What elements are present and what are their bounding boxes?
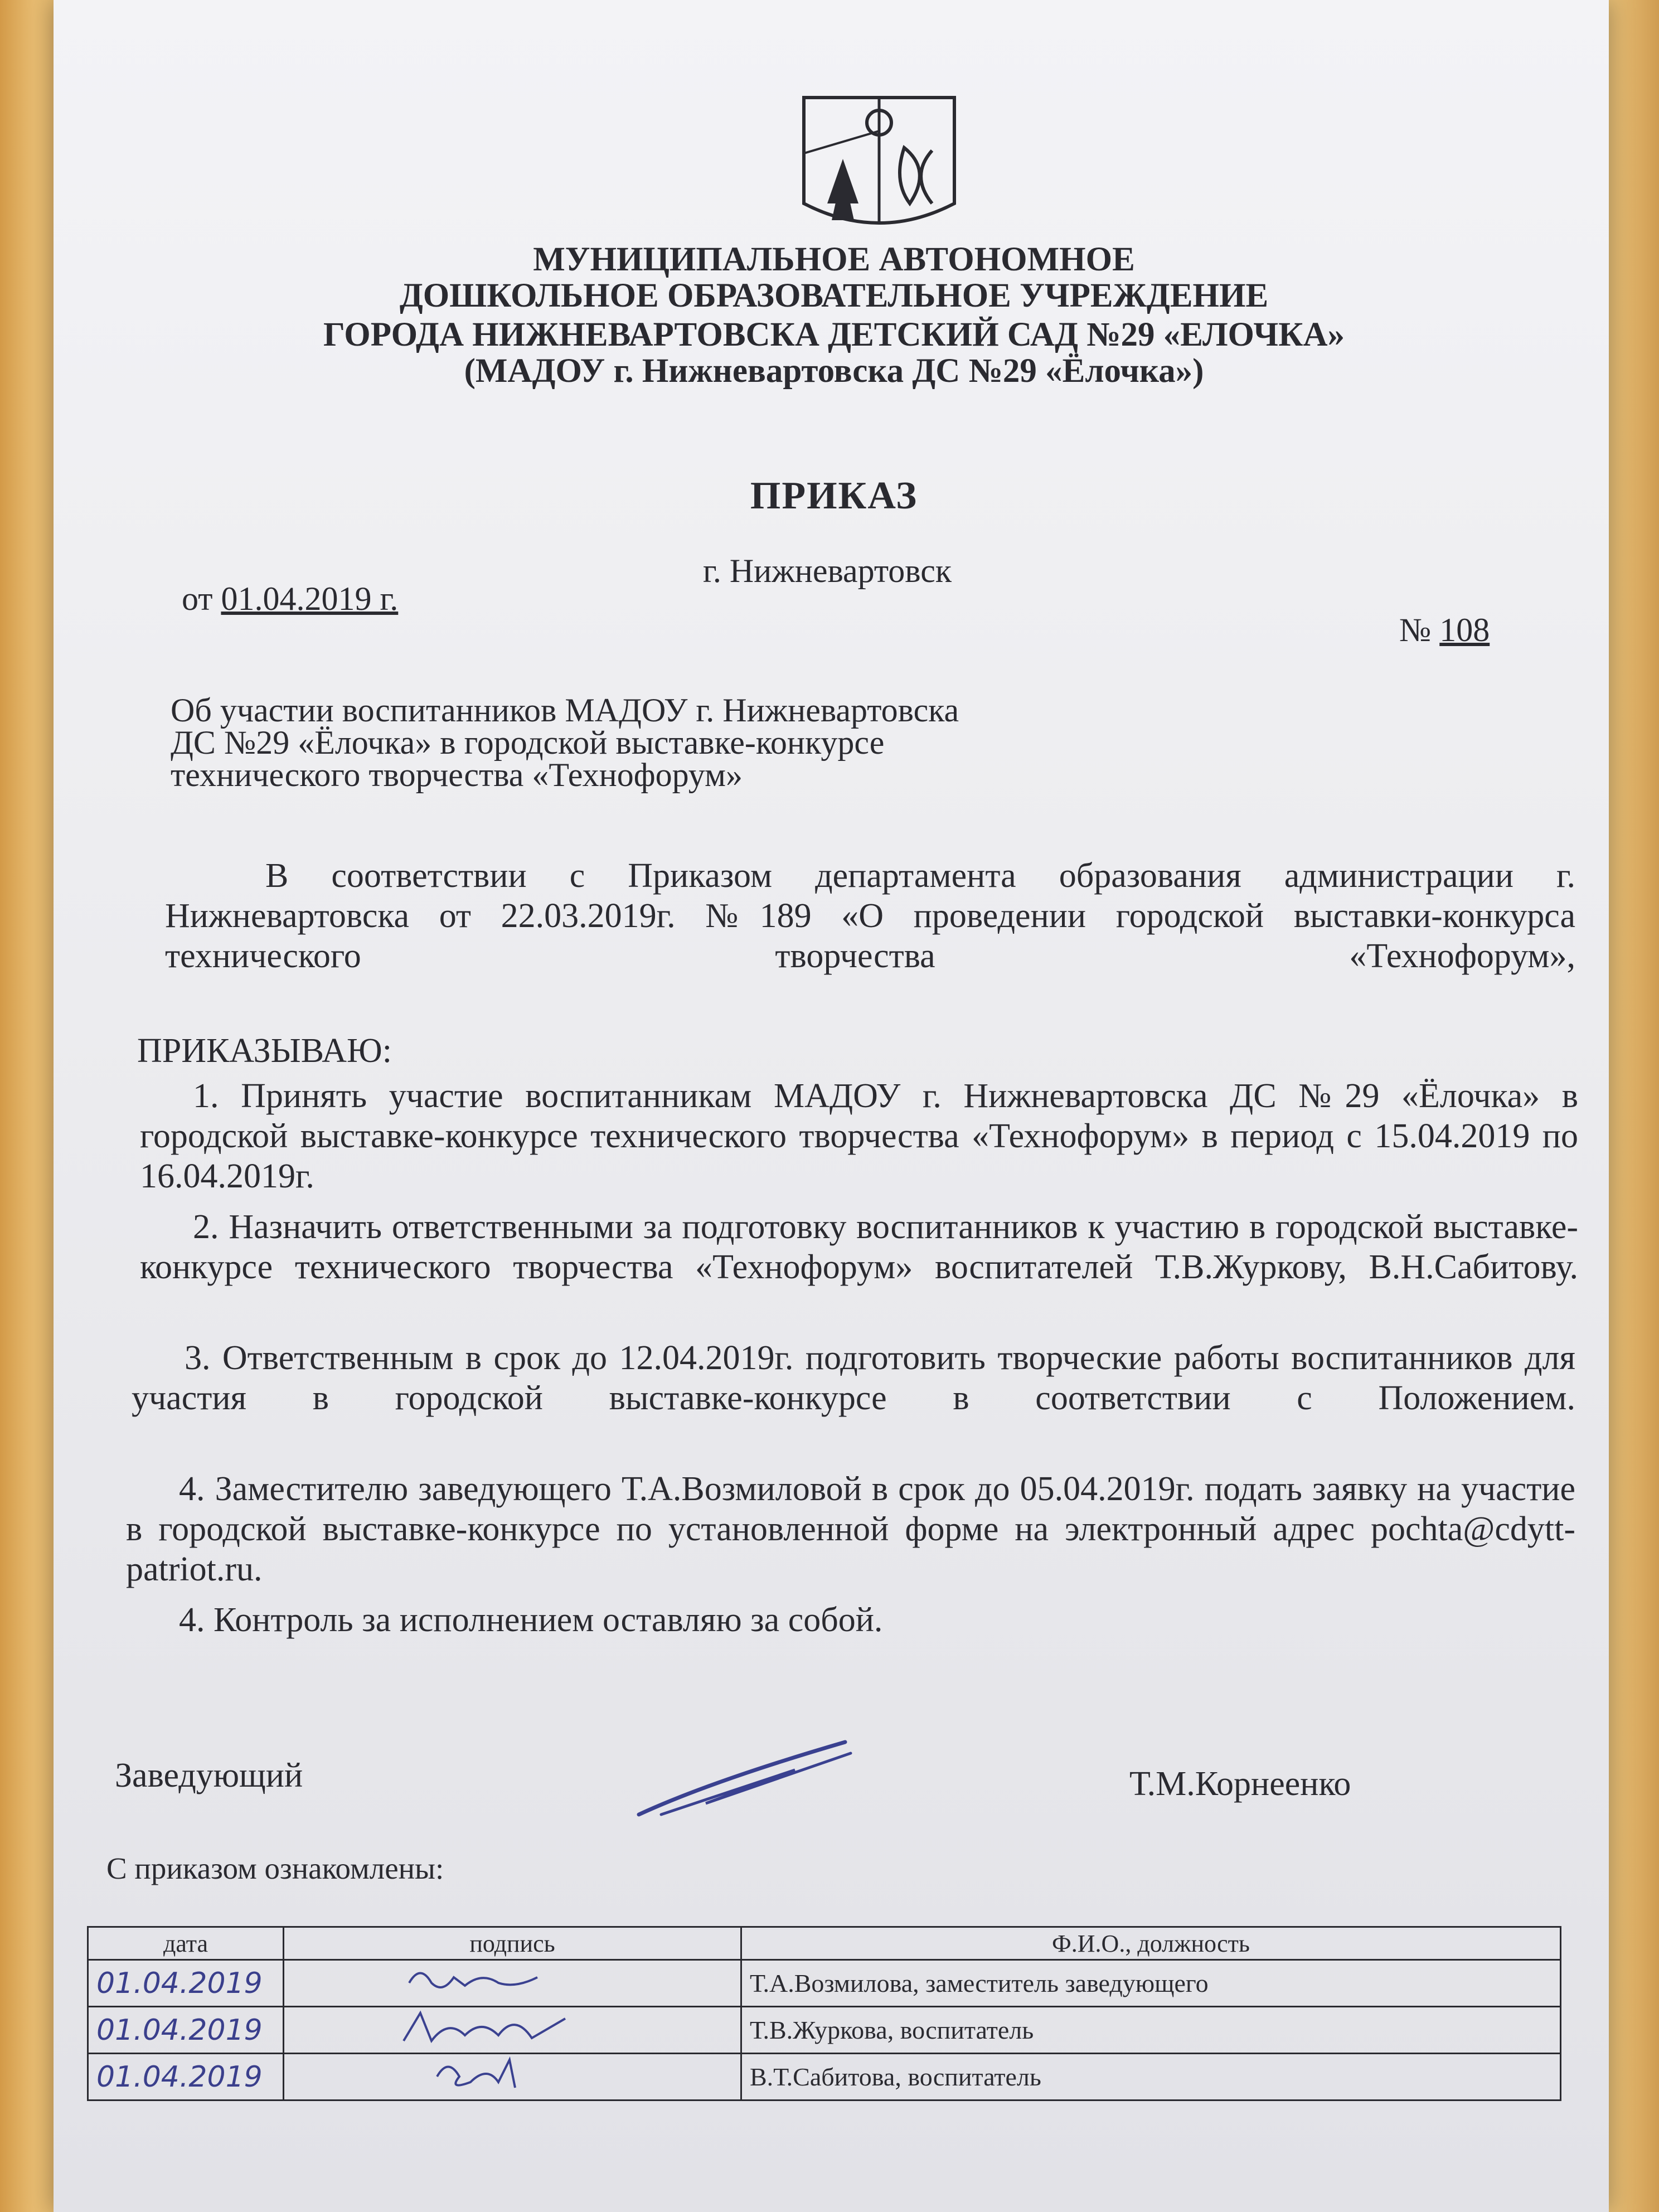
table-row: [88, 2054, 1561, 2101]
document-date-row: [182, 580, 398, 618]
handwritten-signature: [426, 2054, 560, 2093]
document-title: ПРИКАЗ: [750, 474, 918, 517]
table-header-row: [88, 1927, 1561, 1960]
subject-line: технического творчества «Технофорум»: [171, 756, 743, 793]
row-date: 01.04.2019: [88, 2007, 284, 2054]
row-date: 01.04.2019: [88, 2054, 284, 2101]
row-signature: [284, 1960, 741, 2007]
document-number: 108: [1439, 612, 1490, 648]
column-header-signature: подпись: [284, 1927, 741, 1960]
date-prefix: от: [182, 580, 221, 617]
document-page: [54, 0, 1609, 2212]
signer-name: Т.М.Корнеенко: [1129, 1765, 1351, 1803]
subject-line: ДС №29 «Ёлочка» в городской выставке-конкурсе: [171, 724, 885, 761]
document-number-row: [1399, 611, 1490, 649]
city-coat-of-arms-icon: [793, 92, 966, 240]
row-signature: [284, 2007, 741, 2054]
column-header-person: Ф.И.О., должность: [741, 1927, 1561, 1960]
document-date: 01.04.2019 г.: [221, 580, 399, 617]
preamble: В соответствии с Приказом департамента образования администрации г. Нижневартовска от 22.03.2019г. №189 «О проведении городской выставки-конкурса технического творчества «Технофорум»,: [165, 857, 1575, 975]
order-item-2: 2. Назначить ответственными за подготовку воспитанников к участию в городской выставке-конкурсе технического творчества «Технофорум» воспитателей Т.В.Журкову, В.Н.Сабитову.: [140, 1208, 1578, 1286]
row-date: 01.04.2019: [88, 1960, 284, 2007]
header-line-1: МУНИЦИПАЛЬНОЕ АВТОНОМНОЕ: [533, 241, 1135, 278]
document-city: г. Нижневартовск: [703, 552, 952, 589]
handwritten-signature: [398, 2007, 588, 2046]
row-person: Т.В.Журкова, воспитатель: [741, 2007, 1561, 2054]
document-subject: [171, 694, 1118, 791]
row-person: В.Т.Сабитова, воспитатель: [741, 2054, 1561, 2101]
number-prefix: №: [1399, 612, 1440, 648]
orders-heading: ПРИКАЗЫВАЮ:: [137, 1032, 392, 1070]
subject-line: Об участии воспитанников МАДОУ г. Нижневартовска: [171, 692, 959, 729]
order-item-5: 4. Контроль за исполнением оставляю за собой.: [179, 1601, 883, 1639]
acknowledgement-label: С приказом ознакомлены:: [106, 1851, 444, 1885]
header-line-2: ДОШКОЛЬНОЕ ОБРАЗОВАТЕЛЬНОЕ УЧРЕЖДЕНИЕ: [399, 277, 1269, 314]
acknowledgement-table: [87, 1926, 1561, 2101]
handwritten-signature: [404, 1961, 571, 2000]
column-header-date: дата: [88, 1927, 284, 1960]
row-person: Т.А.Возмилова, заместитель заведующего: [741, 1960, 1561, 2007]
order-item-3: 3. Ответственным в срок до 12.04.2019г. подготовить творческие работы воспитанников для участия в городской выставке-конкурсе в соответствии с Положением.: [132, 1339, 1575, 1417]
row-signature: [284, 2054, 741, 2101]
header-line-4: (МАДОУ г. Нижневартовска ДС №29 «Ёлочка»): [464, 352, 1204, 390]
order-item-1: 1. Принять участие воспитанникам МАДОУ г. Нижневартовска ДС №29 «Ёлочка» в городской выставке-конкурсе технического творчества «Технофорум» в период с 15.04.2019 по 16.04.2019г.: [140, 1077, 1578, 1195]
order-item-4: 4. Заместителю заведующего Т.А.Возмиловой в срок до 05.04.2019г. подать заявку на участие в городской выставке-конкурсе по установленной форме на электронный адрес pochta@cdytt-patriot.ru.: [126, 1470, 1575, 1588]
handwritten-signature: [628, 1731, 862, 1826]
header-line-3: ГОРОДА НИЖНЕВАРТОВСКА ДЕТСКИЙ САД №29 «ЕЛОЧКА»: [323, 316, 1345, 353]
signer-position: Заведующий: [115, 1757, 303, 1794]
table-row: [88, 1960, 1561, 2007]
table-row: [88, 2007, 1561, 2054]
